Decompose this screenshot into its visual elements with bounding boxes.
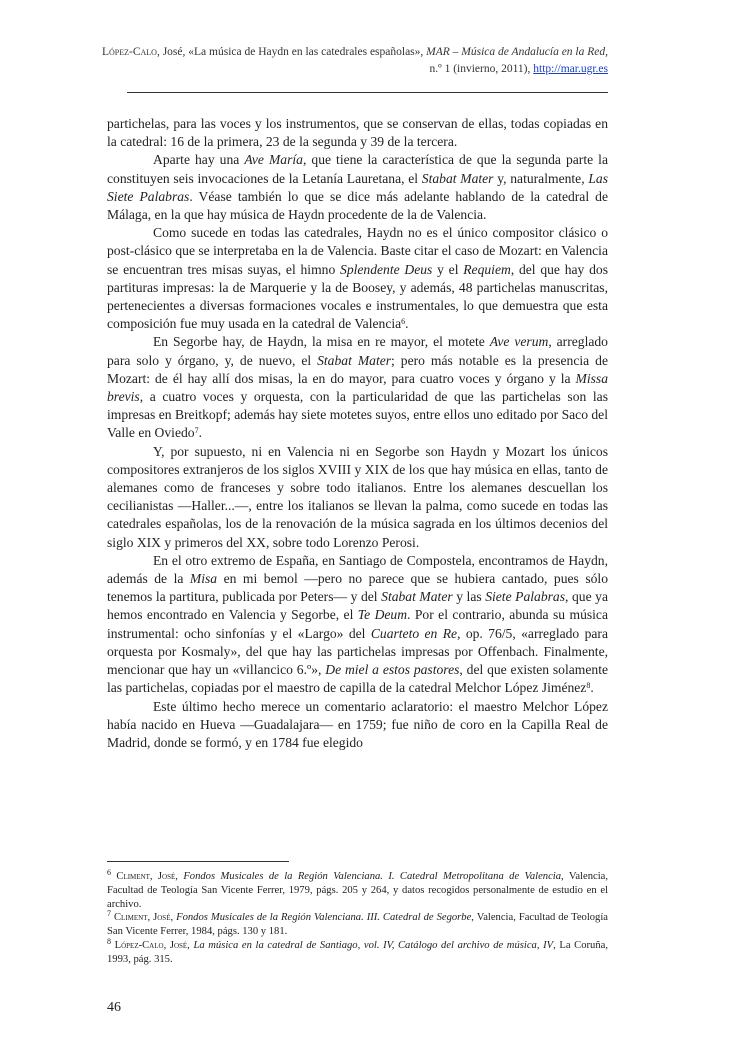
footnote-author: Climent, José,	[111, 871, 184, 882]
text-run: ; pero más notable es la presencia de Mozart: de él hay allí dos misas, la en do mayor, para cuatro voces y órgano y la	[107, 352, 608, 386]
work-title: De miel a estos pastores	[325, 662, 460, 678]
work-title: Ave verum	[489, 334, 549, 350]
text-run: .	[405, 316, 409, 332]
work-title: Las Siete Palabras	[107, 170, 608, 204]
header-author-surname: López-Calo	[101, 46, 157, 58]
text-run: en mi bemol —pero no parece que se hubiera cantado, pues sólo tenemos la partitura, publicada por Peters— y del	[107, 571, 608, 605]
header-author-given: , José,	[156, 46, 189, 58]
paragraph-4	[107, 333, 608, 442]
header-issue: , n.º 1 (invierno, 2011),	[429, 46, 608, 75]
text-run: En Segorbe hay, de Haydn, la misa en re mayor, el motete	[153, 334, 490, 350]
work-title: Stabat Mater	[421, 170, 494, 186]
footnote-6	[107, 870, 608, 911]
footnote-title: La música en la catedral de Santiago, vol. IV, Catálogo del archivo de música, IV	[193, 939, 554, 951]
text-run: .	[198, 425, 202, 441]
footnote-details: , Valencia, Facultad de Teología San Vicente Ferrer, 1979, págs. 205 y 264, y datos recogidos personalmente de estudio en el archivo.	[107, 871, 608, 910]
work-title: Missa brevis	[107, 370, 608, 405]
text-run: , op. 76/5, «arreglado para orquesta por Kosmaly», del que hay las partichelas impresas por Offenbach. Finalmente, mencionar que hay un «villancico 6.º»,	[107, 625, 608, 678]
text-run: , que tiene la característica de que la segunda parte la constituyen seis invocaciones de la Letanía Lauretana, el	[107, 152, 608, 186]
work-title: Stabat Mater	[381, 589, 453, 605]
header-rule	[127, 92, 608, 93]
work-title: Ave María	[244, 152, 303, 168]
running-header	[88, 44, 608, 78]
work-title: Requiem	[463, 261, 511, 277]
text-run: . Véase también lo que se dice más adelante hablando de la catedral de Málaga, en la que hay música de Haydn procedente de la de Valencia.	[107, 188, 609, 223]
footnote-ref-7[interactable]: 7	[194, 426, 199, 436]
footnote-8	[107, 936, 608, 967]
text-run: Como sucede en todas las catedrales, Haydn no es el único compositor clásico o post-clásico que se interpretaba en la de Valencia. Baste citar el caso de Mozart: en Valencia se encuentran tres misas suyas, el himno	[107, 225, 608, 277]
header-url-link[interactable]: http://mar.ugr.es	[533, 63, 608, 75]
footnote-rule	[107, 861, 289, 862]
text-run: , que ya hemos encontrado en Valencia y Segorbe, el	[107, 589, 608, 623]
footnote-author: López-Calo, José,	[111, 939, 194, 951]
footnotes	[107, 870, 608, 967]
text-run: y el	[432, 261, 464, 277]
header-journal: MAR – Música de Andalucía en la Red	[426, 46, 606, 58]
footnote-author: Climent, José,	[111, 912, 177, 924]
paragraph-2	[107, 151, 608, 224]
footnote-ref-6[interactable]: 6	[401, 317, 406, 327]
work-title: Stabat Mater	[317, 352, 392, 368]
text-run: y, naturalmente,	[493, 170, 589, 186]
paragraph-5: Y, por supuesto, ni en Valencia ni en Segorbe son Haydn y Mozart los únicos compositores extranjeros de los siglos XVIII y XIX de los que hay música en ellas, tanto de alemanes como de franceses y sobre todo italianos. Entre los alemanes descuellan los cecilianistas —Haller...—, entre los italianos se llevan la palma, como sucede en todas las catedrales españolas, los de la renovación de la música sagrada en los últimos decenios del siglo XIX y primeros del XX, sobre todo Lorenzo Perosi.	[107, 443, 608, 550]
text-run: .	[590, 680, 594, 696]
text-run: Aparte hay una	[153, 152, 245, 168]
text-run: En el otro extremo de España, en Santiago de Compostela, encontramos de Haydn, además de la	[107, 552, 608, 587]
work-title: Misa	[189, 571, 218, 587]
body-text	[107, 115, 608, 752]
footnote-title: Fondos Musicales de la Región Valenciana. I. Catedral Metropolitana de Valencia	[183, 871, 562, 882]
footnote-number: 6	[107, 868, 111, 877]
paragraph-6	[107, 552, 608, 698]
footnote-details: , La Coruña, 1993, pág. 315.	[107, 939, 608, 965]
footnote-number: 7	[107, 909, 111, 919]
footnote-ref-8[interactable]: 8	[586, 681, 591, 691]
text-run: y las	[452, 589, 486, 605]
page-number: 46	[107, 1000, 121, 1015]
text-run: . Por el contrario, abunda su música instrumental: ocho sinfonías y el «Largo» del	[107, 607, 609, 641]
work-title: Siete Palabras	[485, 589, 566, 605]
work-title: Cuarteto en Re	[370, 625, 458, 641]
text-run: , a cuatro voces y orquesta, con la particularidad de que las partichelas son las impresas en Breitkopf; además hay siete motetes suyos, entre ellos uno editado por Saco del Valle en Oviedo	[107, 389, 608, 441]
footnote-details: , Valencia, Facultad de Teología San Vicente Ferrer, 1984, págs. 130 y 181.	[107, 912, 609, 938]
work-title: Te Deum	[357, 607, 408, 623]
paragraph-7: Este último hecho merece un comentario aclaratorio: el maestro Melchor López había nacido en Hueva —Guadalajara— en 1759; fue niño de coro en la Capilla Real de Madrid, donde se formó, y en 1784 fue elegido	[107, 698, 608, 750]
text-run: , arreglado para solo y órgano, y, de nuevo, el	[107, 334, 608, 368]
footnote-7	[107, 911, 608, 939]
paragraph-1: partichelas, para las voces y los instrumentos, que se conservan de ellas, todas copiadas en la catedral: 16 de la primera, 23 de la segunda y 39 de la tercera.	[107, 116, 608, 150]
paragraph-3	[107, 224, 608, 333]
footnote-title: Fondos Musicales de la Región Valenciana. III. Catedral de Segorbe	[176, 912, 472, 924]
header-article-title: «La música de Haydn en las catedrales españolas»,	[188, 46, 427, 58]
footnote-number: 8	[107, 936, 111, 946]
text-run: , del que hay dos partituras impresas: la de Marquerie y la de Boosey, y además, 48 partichelas manuscritas, pertenecientes a diversas formaciones vocales e instrumentales, lo que demuestra que esta composición fue muy usada en la catedral de Valencia	[107, 261, 608, 332]
work-title: Splendente Deus	[340, 261, 433, 277]
text-run: , del que existen solamente las partichelas, copiadas por el maestro de capilla de la catedral Melchor López Jiménez	[107, 662, 609, 696]
